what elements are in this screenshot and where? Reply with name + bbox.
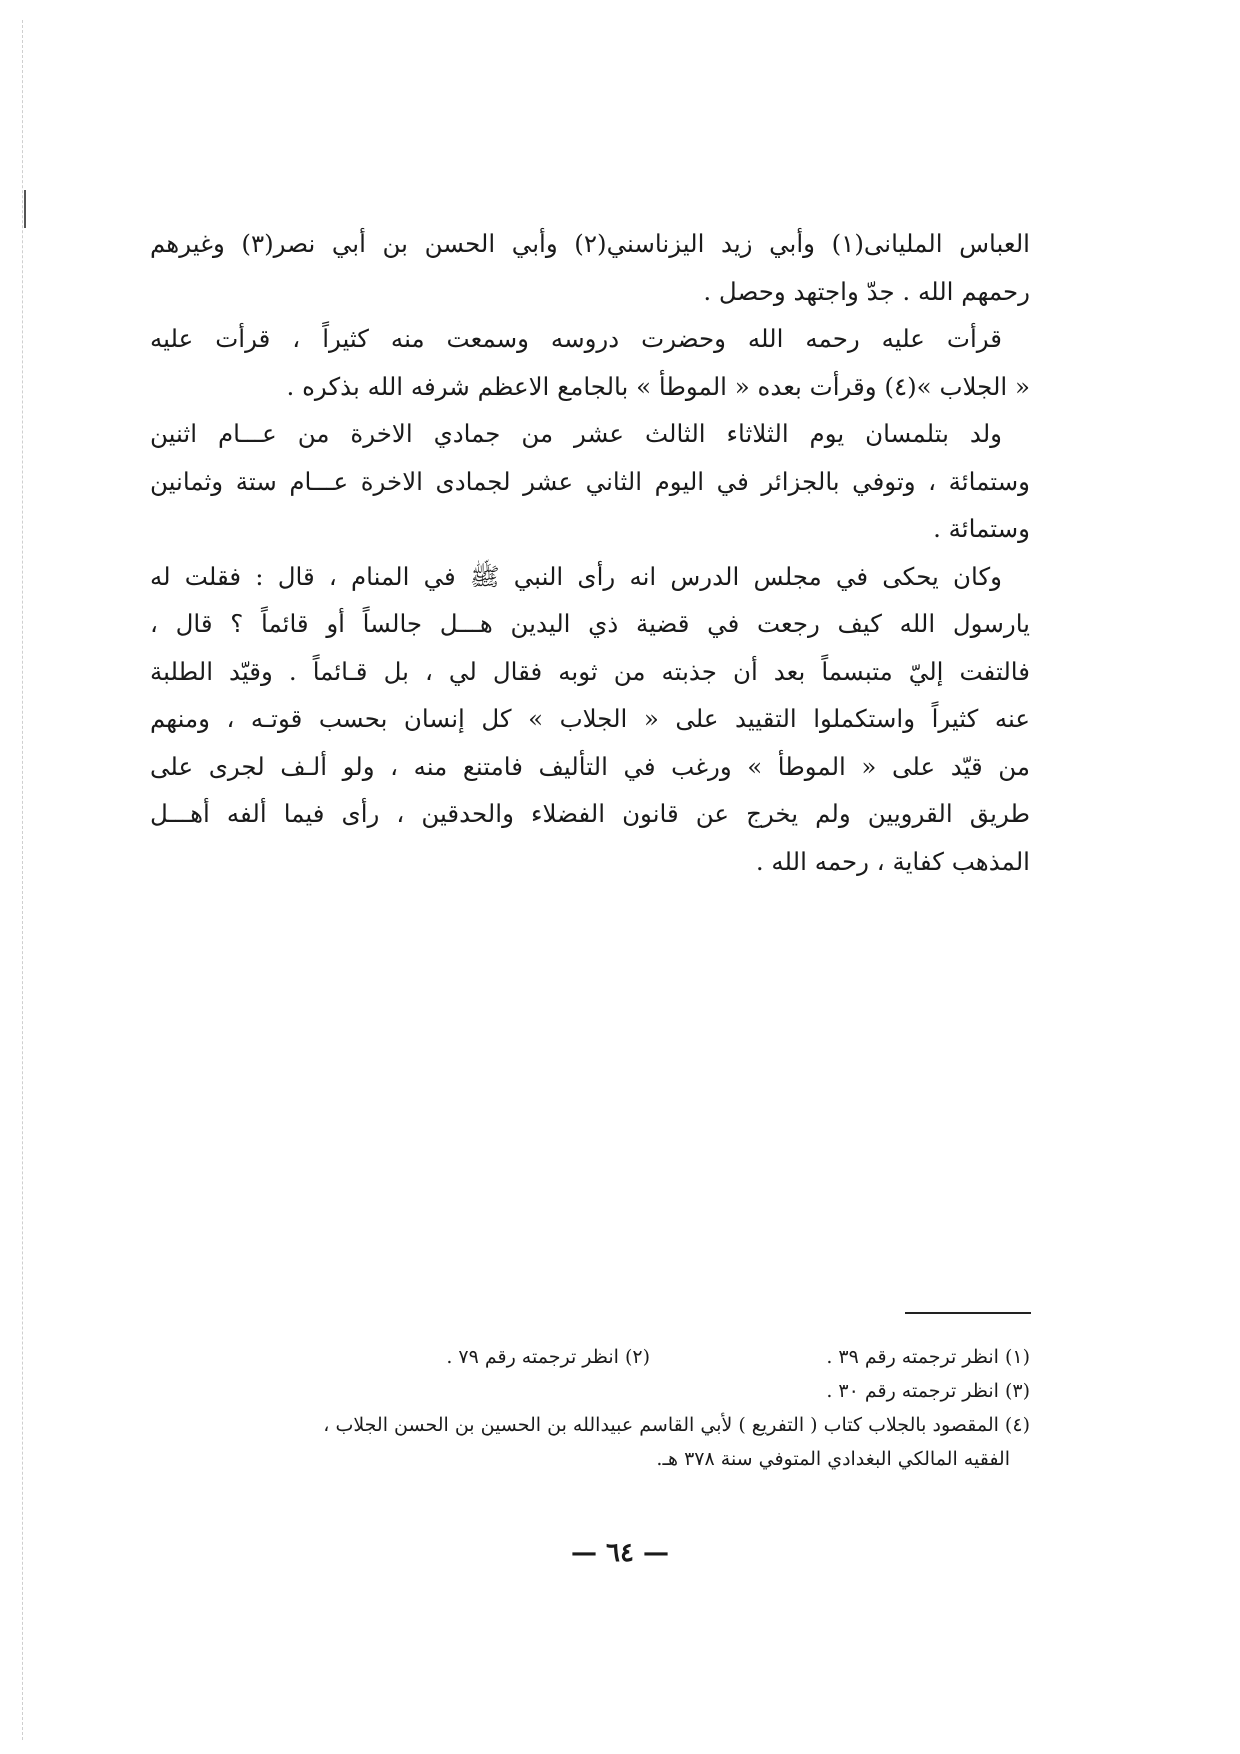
- paragraph-4: [150, 553, 1030, 886]
- footnotes: [150, 1340, 1030, 1476]
- text-line-5: ولد بتلمسان يوم الثلاثاء الثالث عشر من جمادي الاخرة من عـــام اثنين: [150, 419, 1002, 448]
- text-line-12: من قيّد على « الموطأ » ورغب في التأليف فامتنع منه ، ولو ألـف لجرى على: [150, 751, 1031, 781]
- text-line-9: يارسول الله كيف رجعت في قضية ذي اليدين هـــل جالساً أو قائماً ؟ قال ،: [150, 609, 1030, 638]
- text-line-13: طريق القرويين ولم يخرج عن قانون الفضلاء والحدقين ، رأى فيما ألفه أهـــل: [150, 799, 1030, 828]
- text-line-10: فالتفت إليّ متبسماً بعد أن جذبته من ثوبه فقال لي ، بل قـائماً . وقيّد الطلبة: [150, 656, 1030, 686]
- text-line-11: عنه كثيراً واستكملوا التقييد على « الجلاب » كل إنسان بحسب قوتـه ، ومنهم: [150, 704, 1030, 733]
- paragraph-3: [150, 410, 1030, 553]
- text-line-6: وستمائة ، وتوفي بالجزائر في اليوم الثاني عشر لجمادى الاخرة عـــام ستة وثمانين: [150, 466, 1030, 496]
- footnote-3: (٣) انظر ترجمته رقم ٣٠ .: [826, 1380, 1030, 1402]
- scan-edge-artifact: [22, 20, 23, 1740]
- footnote-separator: [905, 1312, 1031, 1314]
- footnote-2: (٢) انظر ترجمته رقم ٧٩ .: [446, 1346, 650, 1368]
- footnote-4-continuation: الفقيه المالكي البغدادي المتوفي سنة ٣٧٨ هـ.: [656, 1448, 1010, 1470]
- paragraph-2: [150, 315, 1030, 410]
- main-text: [150, 220, 1030, 885]
- footnote-4: (٤) المقصود بالجلاب كتاب ( التفريع ) لأبي القاسم عبيدالله بن الحسين بن الحسن الجلاب ،: [323, 1414, 1030, 1436]
- paragraph-1: [150, 220, 1030, 315]
- text-line-2: رحمهم الله . جدّ واجتهد وحصل .: [703, 276, 1030, 306]
- footnote-1: (١) انظر ترجمته رقم ٣٩ .: [826, 1346, 1030, 1368]
- page-number: — ٦٤ —: [570, 1538, 670, 1568]
- text-line-14: المذهب كفاية ، رحمه الله .: [755, 846, 1030, 876]
- text-line-1: العباس المليانى(١) وأبي زيد اليزناسني(٢) وأبي الحسن بن أبي نصر(٣) وغيرهم: [150, 229, 1030, 258]
- text-line-4: « الجلاب »(٤) وقرأت بعده « الموطأ » بالجامع الاعظم شرفه الله بذكره .: [286, 371, 1030, 401]
- footnote-row-1: [150, 1340, 1030, 1374]
- text-line-3: قرأت عليه رحمه الله وحضرت دروسه وسمعت منه كثيراً ، قرأت عليه: [150, 324, 1002, 353]
- text-line-8: وكان يحكى في مجلس الدرس انه رأى النبي ﷺ في المنام ، قال : فقلت له: [150, 561, 1002, 591]
- scan-mark-artifact: [24, 190, 26, 228]
- text-line-7: وستمائة .: [933, 514, 1030, 543]
